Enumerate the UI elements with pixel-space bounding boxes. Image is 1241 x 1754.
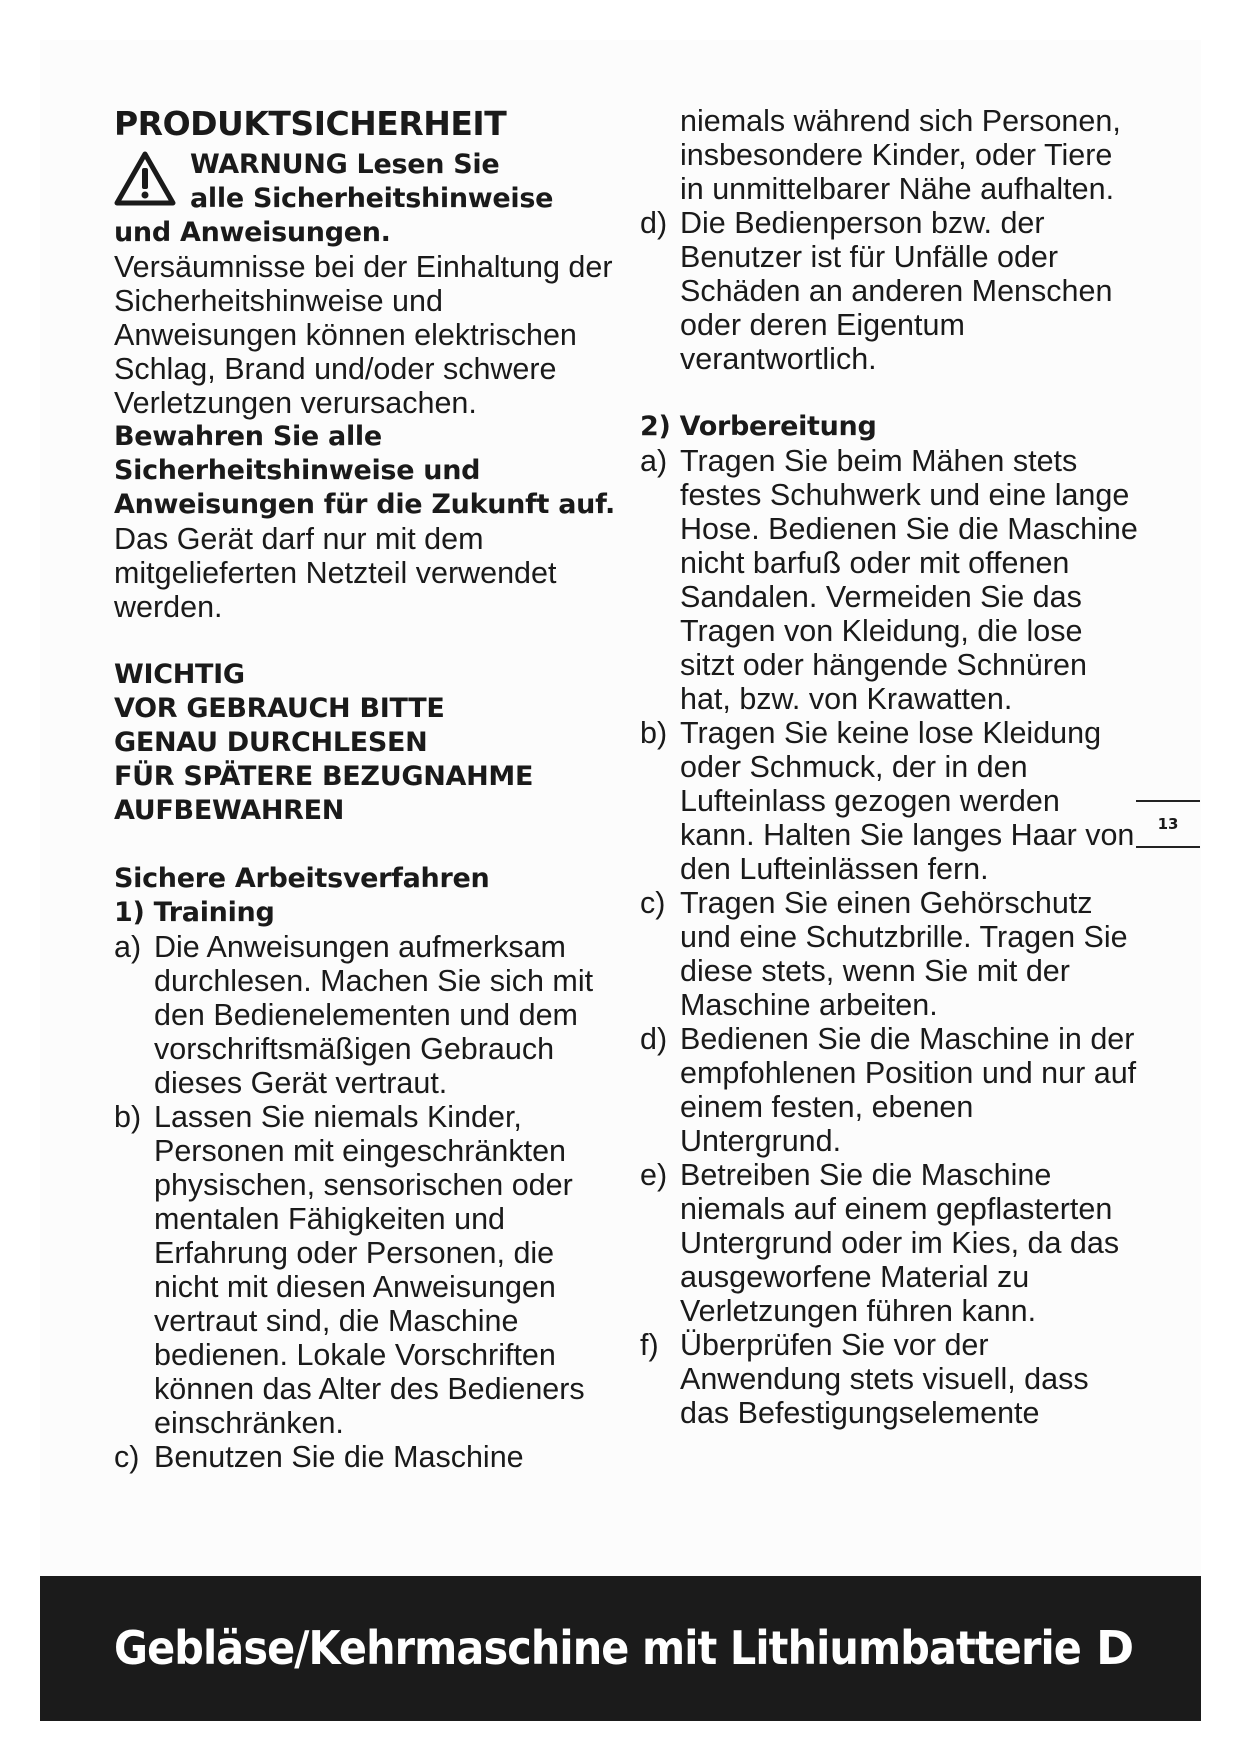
adapter-note: Das Gerät darf nur mit dem mitgelieferten Netzteil verwendet werden. [114,522,557,624]
list-item-text: Überprüfen Sie vor der Anwendung stets visuell, dass das Befestigungselemente [680,1328,1089,1430]
list-item-label: c) [114,1440,140,1474]
list-item [114,1440,624,1474]
important-notice-3: GENAU DURCHLESEN [114,727,428,758]
warning-title-2: alle Sicherheitshinweise [190,183,554,214]
list-item [640,206,1140,376]
warning-block [114,148,624,250]
list-item-text: Benutzen Sie die Maschine [154,1440,524,1474]
list-item-text: Die Bedienperson bzw. der Benutzer ist für Unfälle oder Schäden an anderen Menschen oder deren Eigentum verantwortlich. [680,206,1113,376]
list-item-text: Tragen Sie beim Mähen stets festes Schuhwerk und eine lange Hose. Bedienen Sie die Maschine nicht barfuß oder mit offenen Sandalen. Vermeiden Sie das Tragen von Kleidung, die lose sitzt oder hängende Schnüren hat, bzw. von Krawatten. [680,444,1138,716]
right-column [640,104,1140,1430]
list-item-label: d) [640,206,668,240]
warning-title: WARNUNG Lesen Sie [190,149,500,180]
important-notice-1: WICHTIG [114,659,245,690]
list-item-label: a) [114,930,142,964]
page-number: 13 [1136,800,1200,848]
important-notice-2: VOR GEBRAUCH BITTE [114,693,445,724]
footer-title: Gebläse/Kehrmaschine mit Lithiumbatterie [114,1621,1081,1675]
footer-bar [40,1576,1201,1721]
warning-title-3: und Anweisungen. [114,217,391,248]
list-item-text: Die Anweisungen aufmerksam durchlesen. Machen Sie sich mit den Bedienelementen und dem vorschriftsmäßigen Gebrauch dieses Gerät vertraut. [154,930,594,1100]
list-item [640,1328,1140,1430]
list-item-text: Bedienen Sie die Maschine in der empfohlenen Position und nur auf einem festen, ebenen Untergrund. [680,1022,1137,1158]
preparation-heading: 2) Vorbereitung [640,411,877,442]
safe-practices-heading: Sichere Arbeitsverfahren [114,863,490,894]
list-item [114,1100,624,1440]
list-item-text: Tragen Sie keine lose Kleidung oder Schmuck, der in den Lufteinlass gezogen werden kann. Halten Sie langes Haar von den Lufteinlässen fern. [680,716,1135,886]
left-column [114,104,624,1474]
list-item [640,1022,1140,1158]
continued-text: niemals während sich Personen, insbesondere Kinder, oder Tiere in unmittelbarer Nähe aufhalten. [680,104,1121,206]
list-item-label: e) [640,1158,668,1192]
list-item [640,1158,1140,1328]
list-item-label: b) [114,1100,142,1134]
important-notice-5: AUFBEWAHREN [114,795,345,826]
keep-instructions: Bewahren Sie alle Sicherheitshinweise und Anweisungen für die Zukunft auf. [114,421,616,520]
important-notice-4: FÜR SPÄTERE BEZUGNAHME [114,761,534,792]
warning-triangle-icon [114,150,176,208]
list-item-text: Betreiben Sie die Maschine niemals auf einem gepflasterten Untergrund oder im Kies, da das ausgeworfene Material zu Verletzungen führen kann. [680,1158,1120,1328]
list-item-text: Lassen Sie niemals Kinder, Personen mit eingeschränkten physischen, sensorischen oder mentalen Fähigkeiten und Erfahrung oder Personen, die nicht mit diesen Anweisungen vertraut sind, die Maschine bedienen. Lokale Vorschriften können das Alter des Bedieners einschränken. [154,1100,585,1440]
list-item-label: a) [640,444,668,478]
list-item-label: f) [640,1328,659,1362]
list-item [114,930,624,1100]
footer-language: D [1096,1621,1135,1675]
list-item-label: b) [640,716,668,750]
list-item-text: Tragen Sie einen Gehörschutz und eine Schutzbrille. Tragen Sie diese stets, wenn Sie mit der Maschine arbeiten. [680,886,1128,1022]
list-item [640,716,1140,886]
warning-body: Versäumnisse bei der Einhaltung der Sicherheitshinweise und Anweisungen können elektrischen Schlag, Brand und/oder schwere Verletzungen verursachen. [114,250,613,420]
list-item-label: d) [640,1022,668,1056]
list-item [640,444,1140,716]
list-item [640,886,1140,1022]
training-heading: 1) Training [114,897,275,928]
section-heading: PRODUKTSICHERHEIT [114,104,507,143]
list-item-label: c) [640,886,666,920]
